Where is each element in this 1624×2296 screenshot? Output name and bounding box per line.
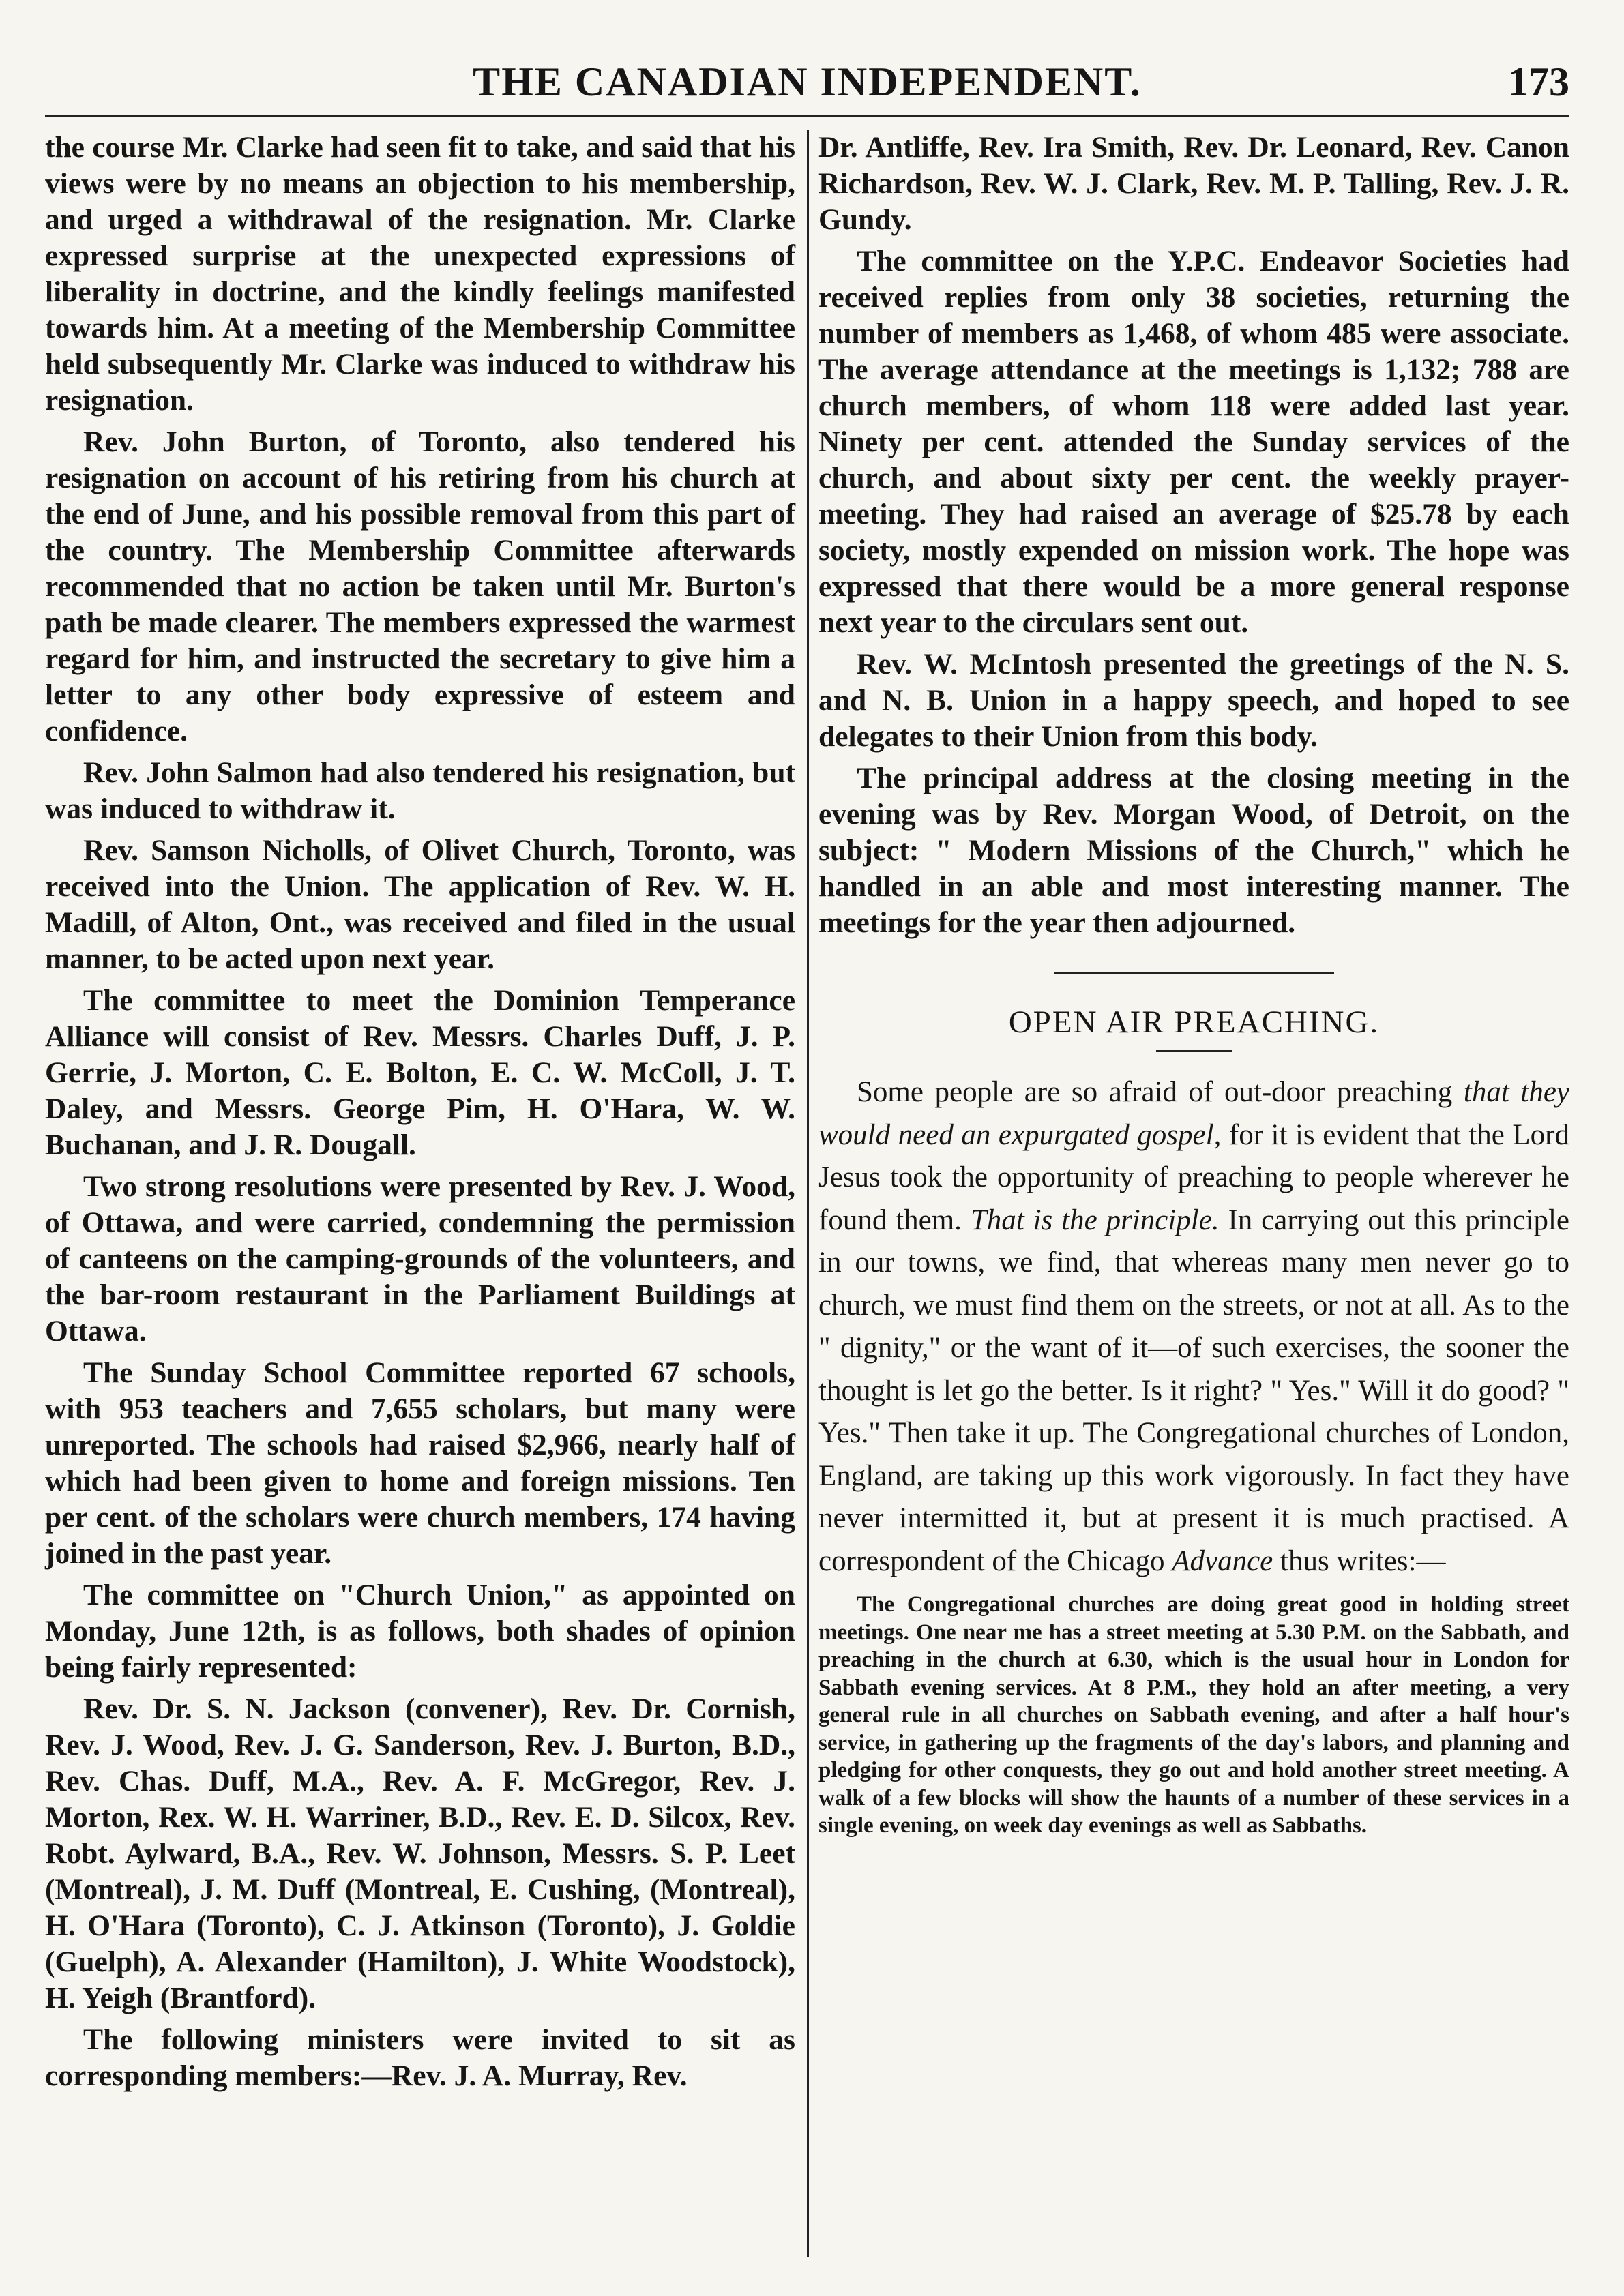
column-divider bbox=[807, 130, 809, 2257]
paragraph: Rev. John Burton, of Toronto, also tendered his resignation on account of his retiring from his church at the end of June, and his possible removal from this part of the country. The Membership Committee afterwards recommended that no action be taken until Mr. Burton's path be made clearer. The members expressed the warmest regard for him, and instructed the secretary to give him a letter to any other body expressive of esteem and confidence. bbox=[45, 426, 795, 747]
paragraph: Dr. Antliffe, Rev. Ira Smith, Rev. Dr. Leonard, Rev. Canon Richardson, Rev. W. J. Clark, Rev. M. P. Talling, Rev. J. R. Gundy. bbox=[818, 131, 1569, 236]
running-head: THE CANADIAN INDEPENDENT. bbox=[473, 59, 1142, 104]
paragraph: the course Mr. Clarke had seen fit to take, and said that his views were by no means an objection to his membership, and urged a withdrawal of the resignation. Mr. Clarke expressed surprise at the unexpected expressions of liberality in doctrine, and the kindly feelings manifested towards him. At a meeting of the Membership Committee held subsequently Mr. Clarke was induced to withdraw his resignation. bbox=[45, 131, 795, 417]
section-divider bbox=[1054, 972, 1334, 974]
paragraph: The following ministers were invited to sit as corresponding members:—Rev. J. A. Murray, Rev. bbox=[45, 2023, 795, 2092]
text-span: for it is evident that the Lord Jesus took the opportunity of preaching to people wherever he found them. bbox=[818, 1118, 1570, 1236]
section-title: OPEN AIR PREACHING. bbox=[1008, 1004, 1380, 1040]
paragraph: The committee on "Church Union," as appointed on Monday, June 12th, is as follows, both shades of opinion being fairly represented: bbox=[45, 1579, 795, 1684]
italic-span: That is the principle. bbox=[970, 1204, 1220, 1236]
title-underline bbox=[1156, 1050, 1232, 1052]
paragraph: Rev. John Salmon had also tendered his resignation, but was induced to withdraw it. bbox=[45, 756, 795, 825]
right-column bbox=[818, 130, 1569, 1845]
paragraph bbox=[818, 1071, 1569, 1583]
paragraph: Rev. W. McIntosh presented the greetings of the N. S. and N. B. Union in a happy speech, and hoped to see delegates to their Union from this body. bbox=[818, 648, 1569, 753]
page-number: 173 bbox=[1508, 59, 1569, 104]
paragraph: Rev. Samson Nicholls, of Olivet Church, Toronto, was received into the Union. The application of Rev. W. H. Madill, of Alton, Ont., was received and filed in the usual manner, to be acted upon next year. bbox=[45, 834, 795, 975]
paragraph: The Sunday School Committee reported 67 schools, with 953 teachers and 7,655 scholars, but many were unreported. The schools had raised $2,966, nearly half of which had been given to home and foreign missions. Ten per cent. of the scholars were church members, 174 having joined in the past year. bbox=[45, 1356, 795, 1570]
paragraph: Rev. Dr. S. N. Jackson (convener), Rev. Dr. Cornish, Rev. J. Wood, Rev. J. G. Sanderson, Rev. J. Burton, B.D., Rev. Chas. Duff, M.A., Rev. A. F. McGregor, Rev. J. Morton, Rex. W. H. Warriner, B.D., Rev. E. D. Silcox, Rev. Robt. Aylward, B.A., Rev. W. Johnson, Messrs. S. P. Leet (Montreal), J. M. Duff (Montreal, E. Cushing, (Montreal), H. O'Hara (Toronto), C. J. Atkinson (Toronto), J. Goldie (Guelph), A. Alexander (Hamilton), J. White Woodstock), H. Yeigh (Brantford). bbox=[45, 1693, 795, 2014]
paragraph: The committee to meet the Dominion Temperance Alliance will consist of Rev. Messrs. Charles Duff, J. P. Gerrie, J. Morton, C. E. Bolton, E. C. W. McColl, J. T. Daley, and Messrs. George Pim, H. O'Hara, W. W. Buchanan, and J. R. Dougall. bbox=[45, 984, 795, 1161]
block-quote: The Congregational churches are doing great good in holding street meetings. One near me has a street meeting at 5.30 P.M. on the Sabbath, and preaching in the church at 6.30, which is the usual hour in London for Sabbath evening services. At 8 P.M., they hold an after meeting, a very general rule in all churches on Sabbath evening, and after a half hour's service, in gathering up the fragments of the day's labors, and planning and pledging for other conquests, they go out and hold another street meeting. A walk of a few blocks will show the haunts of a number of these services in a single evening, on week day evenings as well as Sabbaths. bbox=[818, 1592, 1569, 1838]
left-column bbox=[45, 130, 795, 2100]
paragraph: Two strong resolutions were presented by Rev. J. Wood, of Ottawa, and were carried, condemning the permission of canteens on the camping-grounds of the volunteers, and the bar-room restaurant in the Parliament Buildings at Ottawa. bbox=[45, 1170, 795, 1347]
italic-span: that they would need an expurgated gospel, bbox=[818, 1076, 1569, 1151]
text-span: Some people are so afraid of out-door preaching bbox=[857, 1076, 1464, 1108]
paragraph: The committee on the Y.P.C. Endeavor Societies had received replies from only 38 societies, returning the number of members as 1,468, of whom 485 were associate. The average attendance at the meetings is 1,132; 788 are church members, of whom 118 were added last year. Ninety per cent. attended the Sunday services of the church, and about sixty per cent. the weekly prayer-meeting. They had raised an average of $25.78 by each society, mostly expended on mission work. The hope was expressed that there would be a more general response next year to the circulars sent out. bbox=[818, 245, 1569, 639]
text-span: thus writes:— bbox=[1273, 1545, 1446, 1577]
page-header bbox=[45, 53, 1569, 117]
text-span: In carrying out this principle in our towns, we find, that whereas many men never go to church, we must find them on the streets, or not at all. As to the " dignity," or the want of it—of such exercises, the sooner the thought is let go the better. Is it right? " Yes." Will it do good? " Yes." Then take it up. The Congregational churches of London, England, are taking up this work vigorously. In fact they have never intermitted it, but at present it is much practised. A correspondent of the Chicago bbox=[818, 1204, 1569, 1577]
paragraph: The principal address at the closing meeting in the evening was by Rev. Morgan Wood, of Detroit, on the subject: " Modern Missions of the Church," which he handled in an able and most interesting manner. The meetings for the year then adjourned. bbox=[818, 762, 1569, 939]
italic-span: Advance bbox=[1172, 1545, 1273, 1577]
